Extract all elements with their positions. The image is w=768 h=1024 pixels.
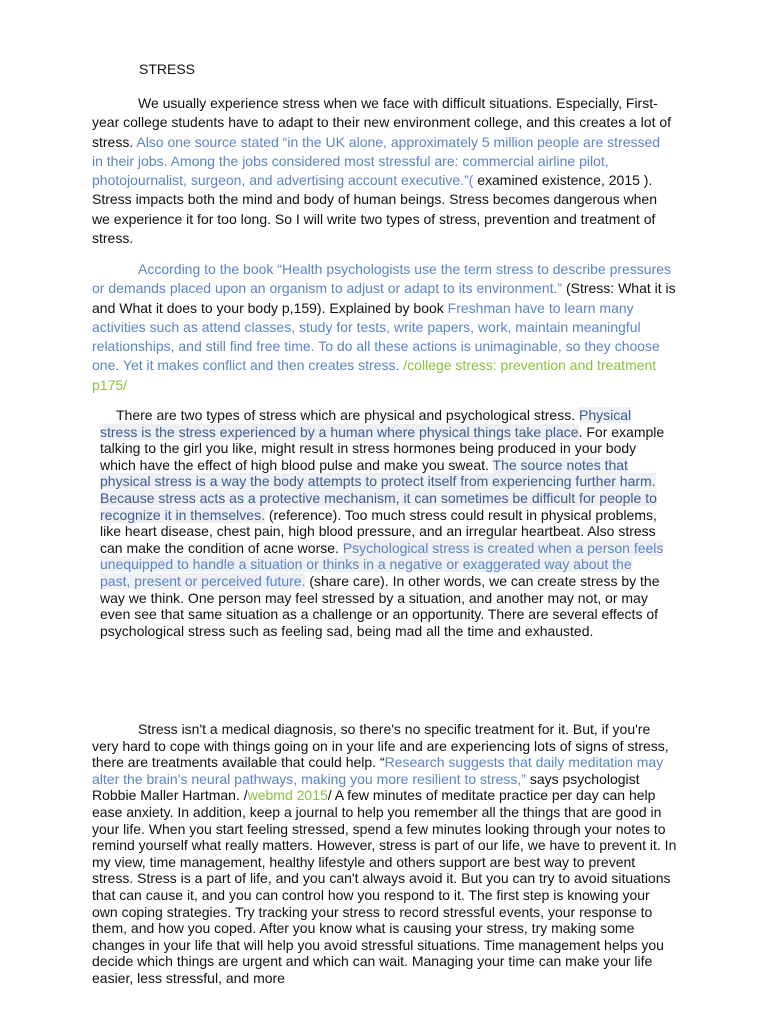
paragraph-types <box>100 407 665 639</box>
physical-stress-quote: Physical stress is the stress experienced by a human where physical things take place <box>100 407 632 440</box>
treatment-text-3: / A few minutes of meditate practice per day can help ease anxiety. In addition, keep a journal to help you remember all the things that are good in your life. When you start feeling stressed, spend a few minutes looking through your notes to remind yourself what really matters. However, stress is part of our life, we have to prevent it. In my view, time management, healthy lifestyle and others support are best way to prevent stress. Stress is a part of life, and you can't always avoid it. But you can try to avoid situations that can cause it, and you can control how you respond to it. The first step is knowing your own coping strategies. Try tracking your stress to record stressful events, your response to them, and how you coped. After you know what is causing your stress, try making some changes in your life that will help you avoid stressful situations. Time management helps you decide which things are urgent and which can wait. Managing your time can make your life easier, less stressful, and more <box>92 787 677 986</box>
definition-quote: According to the book “Health psychologists use the term stress to describe pressures or demands placed upon an organism to adjust or adapt to its environment.” <box>92 261 672 297</box>
intro-text: We usually experience stress when we face with difficult situations. Especially, First-year college students have to adapt to their new environment college, and this creates a lot of stress. <box>92 95 672 150</box>
paragraph-definition <box>92 260 677 395</box>
paragraph-intro <box>92 94 672 248</box>
intro-text-end: examined existence, 2015 ). Stress impacts both the mind and body of human beings. Stress becomes dangerous when we experience it for too long. So I will write two types of stress, prevention and treatment of stress. <box>92 172 657 247</box>
treatment-text: Stress isn't a medical diagnosis, so there's no specific treatment for it. But, if you're very hard to cope with things going on in your life and are experiencing lots of signs of stress, there are treatments available that could help. “ <box>92 721 669 771</box>
freshman-quote: Freshman have to learn many activities such as attend classes, study for tests, write papers, work, maintain meaningful relationships, and still find free time. To do all these actions is unimaginable, so they choose one. Yet it makes conflict and then creates stress. <box>92 299 660 374</box>
webmd-citation: webmd 2015 <box>247 787 328 804</box>
types-text-3: (share care). In other words, we can create stress by the way we think. One person may feel stressed by a situation, and another may not, or may even see that same situation as a challenge or an opportunity. There are several effects of psychological stress such as feeling sad, being mad all the time and exhausted. <box>100 572 660 639</box>
source-notes-quote: The source notes that physical stress is a way the body attempts to protect itself from experiencing further harm. Because stress acts as a protective mechanism, it can sometimes be difficult for people to recognize it in themselves. <box>100 456 657 523</box>
intro-quote: Also one source stated “in the UK alone, approximately 5 million people are stressed in their jobs. Among the jobs considered most stressful are: commercial airline pilot, photojournalist, surgeon, and advertising account executive.”( <box>92 133 661 189</box>
types-lead-text: There are two types of stress which are physical and psychological stress. <box>116 407 576 423</box>
paragraph-treatment <box>92 721 677 987</box>
research-quote: Research suggests that daily meditation may alter the brain’s neural pathways, making you more resilient to stress,” <box>92 754 664 787</box>
psychological-stress-quote: Psychological stress is created when a person feels unequipped to handle a situation or thinks in a negative or exaggerated way about the past, present or perceived future. <box>100 539 664 589</box>
definition-text: (Stress: What it is and What it does to your body p,159). Explained by book <box>92 280 676 316</box>
types-text: . For example talking to the girl you like, might result in stress hormones being produced in your body which have the effect of high blood pulse and make you sweat. <box>100 423 665 473</box>
definition-citation: /college stress: prevention and treatment p175/ <box>92 357 657 393</box>
document-title: STRESS <box>139 61 196 77</box>
treatment-text-2: says psychologist Robbie Maller Hartman. / <box>92 770 640 804</box>
types-text-2: (reference). Too much stress could result in physical problems, like heart disease, chest pain, high blood pressure, and an irregular heartbeat. Also stress can make the condition of acne worse. <box>100 506 657 556</box>
